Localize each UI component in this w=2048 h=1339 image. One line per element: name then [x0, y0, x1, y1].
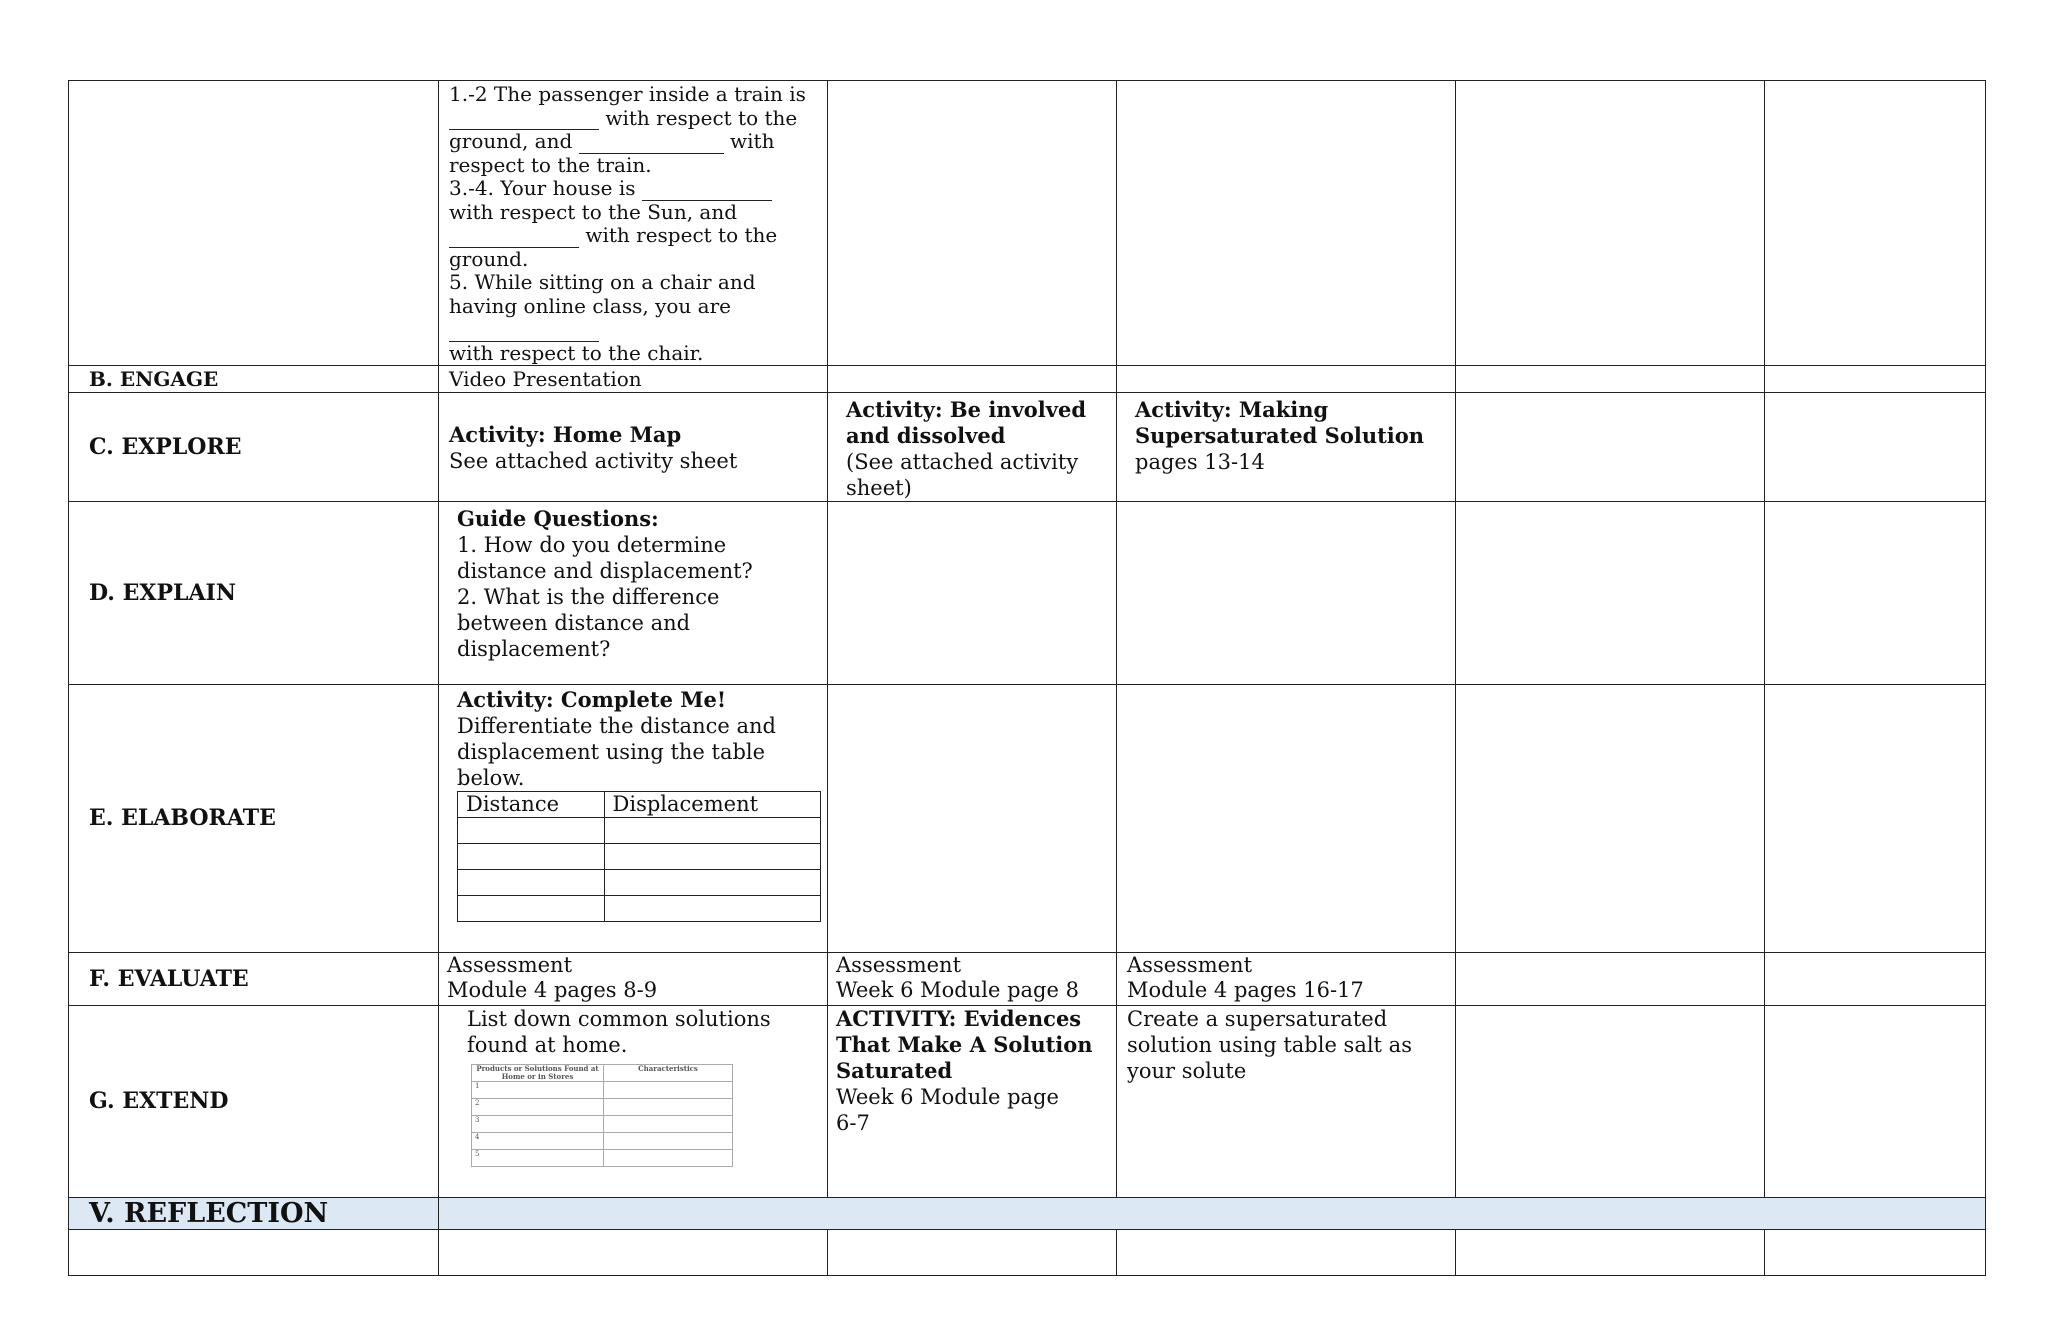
table-row-evaluate: [69, 952, 1986, 1005]
explain-cell: Guide Questions: 1. How do you determine distance and displacement? 2. What is the difference between distance and displacement?: [439, 501, 828, 684]
evaluate-cell-3: Assessment Module 4 pages 16-17: [1117, 952, 1456, 1005]
explore-cell-3: Activity: Making Supersaturated Solution pages 13-14: [1117, 392, 1456, 501]
question-line: [449, 318, 817, 342]
section-heading-reflection: V. REFLECTION: [69, 1197, 439, 1229]
table-row-reflection: [69, 1197, 1986, 1229]
explore-cell-2: Activity: Be involved and dissolved (See attached activity sheet): [828, 392, 1117, 501]
extend-cell-2: ACTIVITY: Evidences That Make A Solution Saturated Week 6 Module page 6-7: [828, 1005, 1117, 1197]
table-row-explain: [69, 501, 1986, 684]
question-line: 3.-4. Your house is: [449, 177, 817, 201]
table-row-engage: [69, 366, 1986, 393]
engage-cell: Video Presentation: [439, 366, 828, 393]
elaborate-cell: Activity: Complete Me! Differentiate the distance and displacement using the table below. Distance Displacement: [439, 684, 828, 952]
section-label: F. EVALUATE: [69, 952, 439, 1005]
evaluate-cell-2: Assessment Week 6 Module page 8: [828, 952, 1117, 1005]
question-line: 5. While sitting on a chair and: [449, 270, 756, 294]
section-label: E. ELABORATE: [69, 684, 439, 952]
lesson-plan-table: [68, 80, 1986, 1276]
table-row: [69, 81, 1986, 366]
question-line: with respect to the: [449, 224, 817, 248]
column-header: Products or Solutions Found at Home or in Stores: [472, 1064, 604, 1081]
section-label: G. EXTEND: [69, 1005, 439, 1197]
extend-cell-1: List down common solutions found at home. Products or Solutions Found at Home or in Stores Characteristics 1 2 3 4 5: [439, 1005, 828, 1197]
distance-displacement-table: [457, 791, 821, 922]
table-row-extend: [69, 1005, 1986, 1197]
label-cell-empty: [69, 81, 439, 366]
question-line: ground, and with: [449, 129, 775, 153]
column-header: Displacement: [604, 791, 820, 817]
table-row-explore: [69, 392, 1986, 501]
question-line: with respect to the: [449, 107, 817, 131]
section-label: C. EXPLORE: [69, 392, 439, 501]
evaluate-cell-1: Assessment Module 4 pages 8-9: [439, 952, 828, 1005]
column-header: Characteristics: [604, 1064, 733, 1081]
table-row: [69, 1229, 1986, 1275]
column-header: Distance: [458, 791, 605, 817]
explore-cell-1: Activity: Home Map See attached activity sheet: [439, 392, 828, 501]
question-line: with respect to the Sun, and: [449, 199, 738, 224]
question-line: 1.-2 The passenger inside a train is: [449, 82, 806, 106]
section-label: D. EXPLAIN: [69, 501, 439, 684]
question-line: ground.: [449, 246, 529, 271]
extend-cell-3: Create a supersaturated solution using table salt as your solute: [1117, 1005, 1456, 1197]
table-row-elaborate: [69, 684, 1986, 952]
question-line: with respect to the chair.: [449, 340, 704, 365]
fill-in-questions-cell: [439, 81, 828, 366]
section-label: B. ENGAGE: [69, 366, 439, 393]
question-line: respect to the train.: [449, 152, 652, 177]
question-line: having online class, you are: [449, 293, 731, 318]
solutions-found-at-home-table: Products or Solutions Found at Home or in Stores Characteristics 1 2 3 4 5: [471, 1064, 733, 1167]
